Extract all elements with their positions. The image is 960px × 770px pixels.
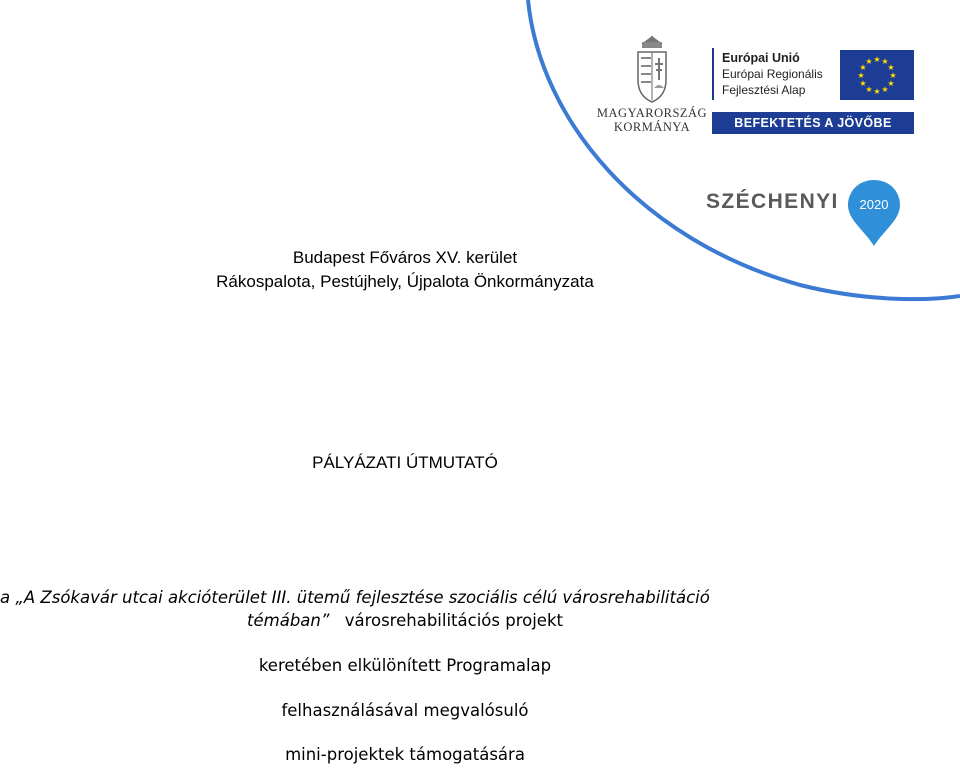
location-pin-icon: [844, 178, 904, 248]
subject-line2-rest: városrehabilitációs projekt: [344, 611, 563, 630]
svg-text:★: ★: [881, 85, 889, 94]
svg-text:★: ★: [887, 79, 895, 88]
org-line1: Budapest Főváros XV. kerület: [292, 248, 518, 267]
svg-text:★: ★: [859, 63, 867, 72]
svg-text:★: ★: [873, 87, 881, 96]
org-line2: Rákospalota, Pestújhely, Újpalota Önkormányzata: [216, 272, 594, 291]
eu-divider: [712, 48, 714, 100]
svg-text:★: ★: [881, 57, 889, 66]
hungarian-government-logo: [596, 36, 708, 144]
eu-logo-block: [712, 48, 916, 138]
body-line5: mini-projektek támogatására: [285, 745, 525, 764]
eu-flag-icon: [840, 50, 914, 100]
government-name-line2: KORMÁNYA: [613, 120, 691, 134]
eu-fund-line1: Európai Regionális: [722, 67, 823, 81]
eu-fund-line2: Fejlesztési Alap: [722, 83, 806, 97]
svg-text:★: ★: [889, 71, 897, 80]
eu-title: Európai Unió: [722, 51, 800, 65]
subject-line2: [0, 611, 810, 630]
eu-text-group: [722, 50, 823, 98]
subject-line2-italic: témában”: [247, 611, 330, 630]
svg-text:★: ★: [865, 57, 873, 66]
coat-of-arms-icon: [632, 36, 672, 106]
szechenyi-text: SZÉCHENYI: [706, 190, 839, 213]
svg-text:★: ★: [865, 85, 873, 94]
svg-text:★: ★: [887, 63, 895, 72]
svg-text:★: ★: [857, 71, 865, 80]
szechenyi-2020-logo: [704, 178, 914, 248]
body-line3: keretében elkülönített Programalap: [258, 656, 552, 675]
body-line4: felhasználásával megvalósuló: [281, 701, 529, 720]
government-name-line1: MAGYARORSZÁG: [596, 106, 708, 120]
eu-stars: [840, 50, 914, 100]
document-title: PÁLYÁZATI ÚTMUTATÓ: [312, 453, 498, 472]
svg-text:★: ★: [859, 79, 867, 88]
szechenyi-year: 2020: [859, 197, 889, 212]
eu-slogan-banner: BEFEKTETÉS A JÖVŐBE: [712, 112, 914, 134]
svg-text:★: ★: [873, 55, 881, 64]
subject-line1: a „A Zsókavár utcai akcióterület III. ütemű fejlesztése szociális célú városrehabilitáció: [0, 588, 710, 607]
